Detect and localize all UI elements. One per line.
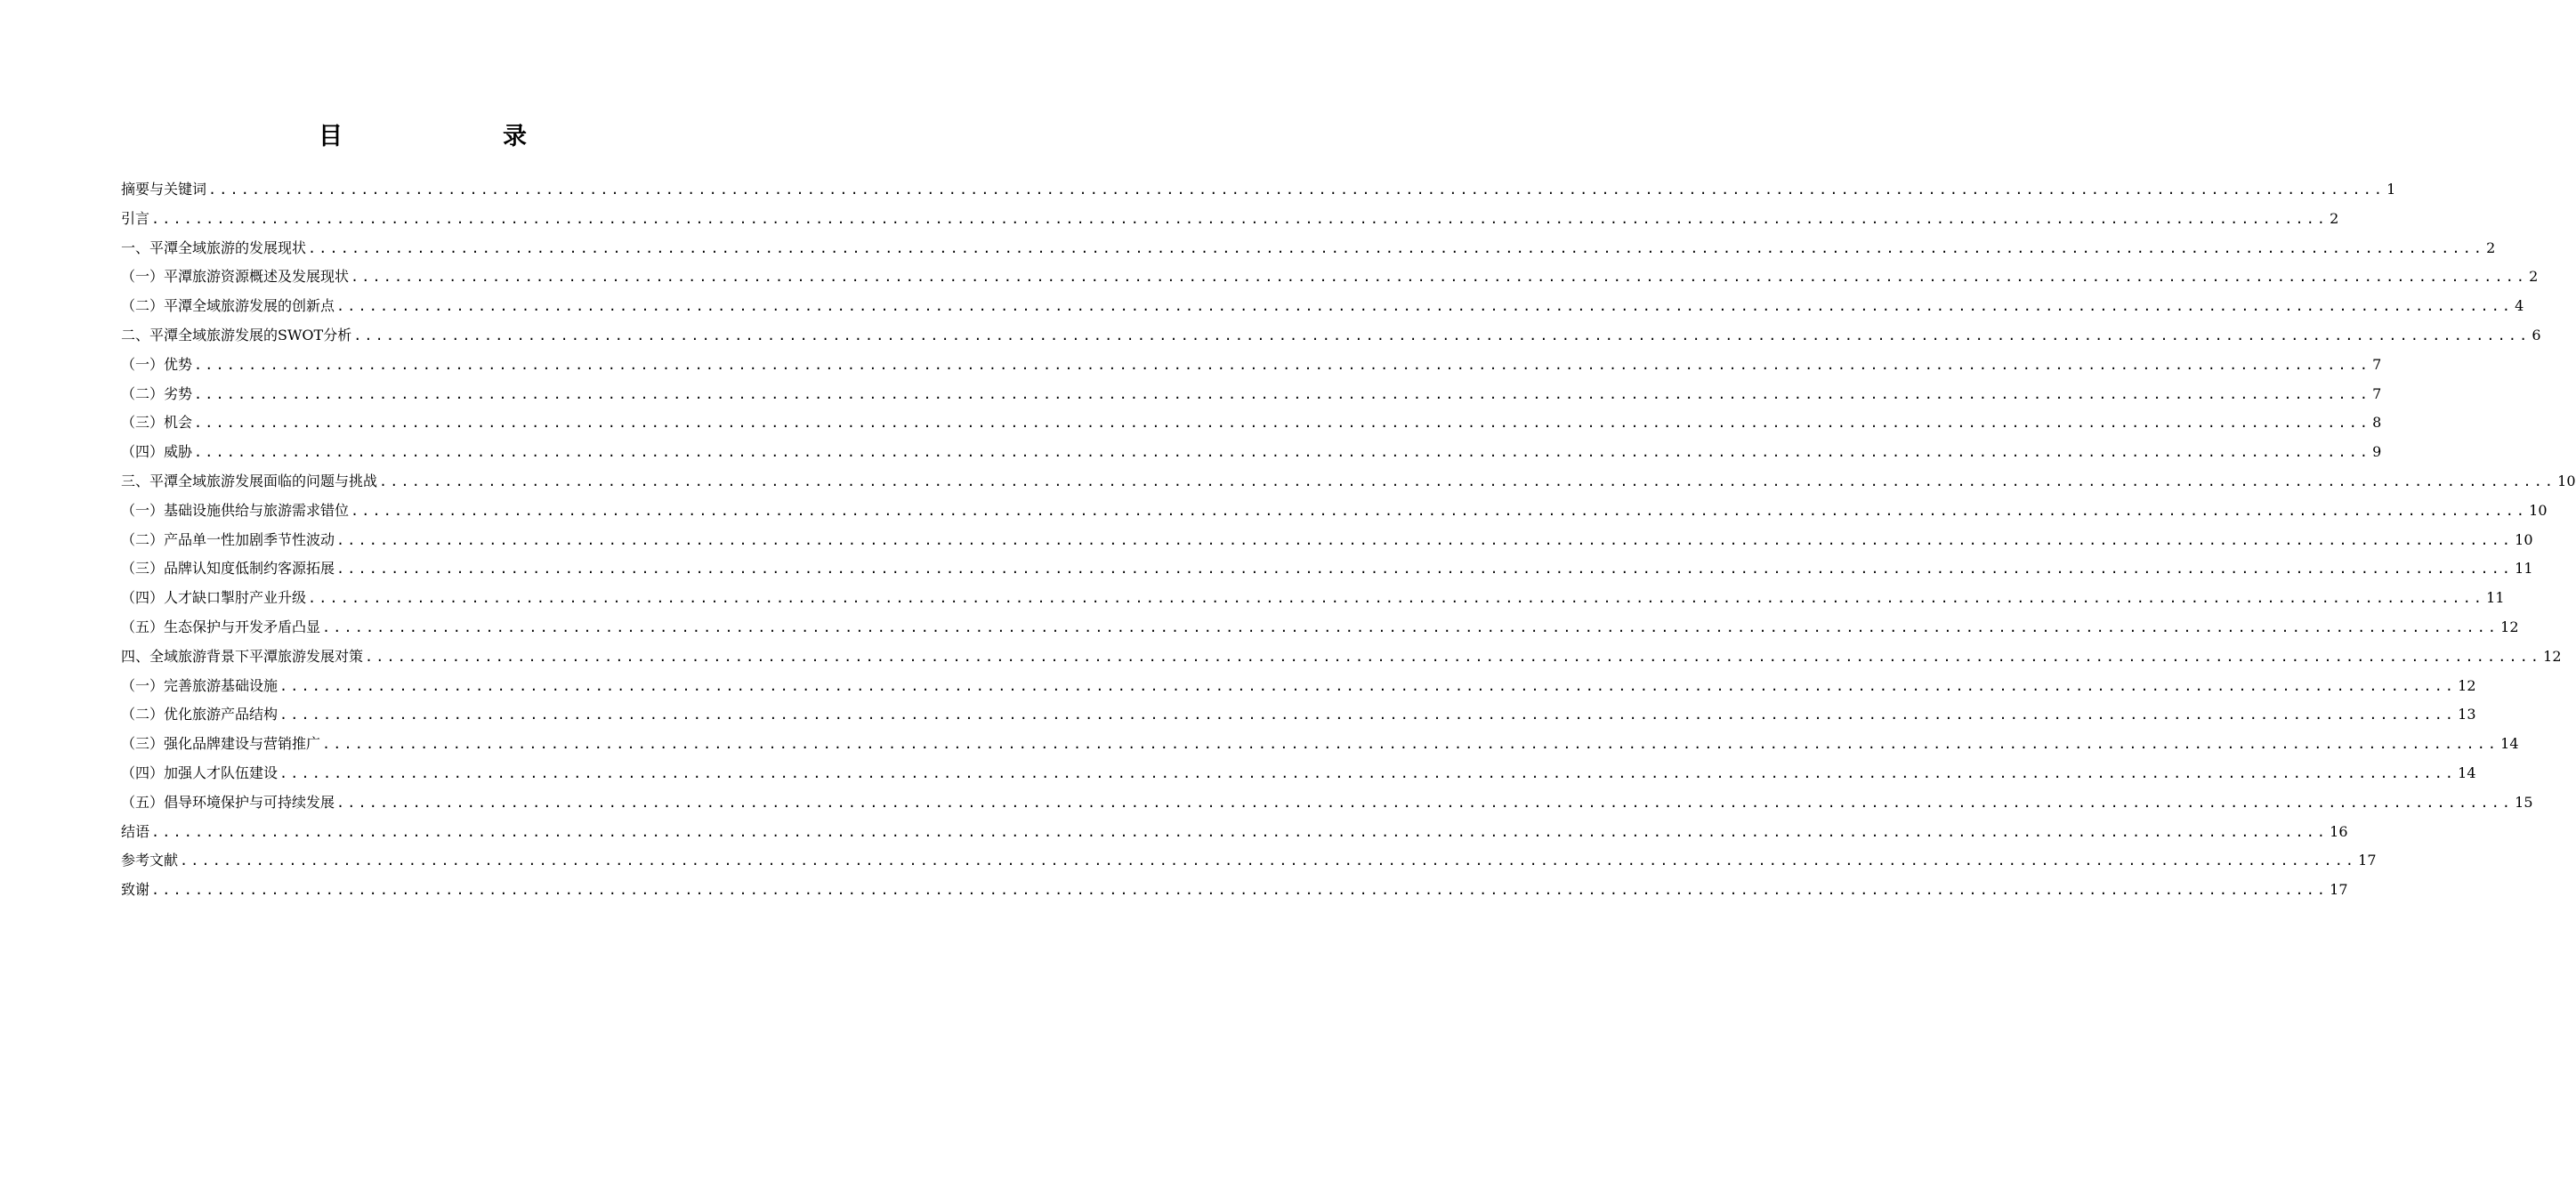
toc-entry — [121, 818, 2348, 847]
toc-entry — [121, 788, 2533, 818]
toc-entry-text: （五）倡导环境保护与可持续发展 — [121, 793, 335, 811]
toc-entry-page-number: 12 — [2458, 676, 2476, 694]
toc-entry-text: （一）完善旅游基础设施 — [121, 676, 279, 694]
toc-entry — [121, 467, 2576, 497]
toc-entry-text: 致谢 — [121, 881, 150, 899]
toc-entry-page-number: 15 — [2515, 793, 2533, 811]
toc-entry — [121, 380, 2382, 409]
toc-entry-text: （四）威胁 — [121, 443, 193, 461]
toc-entry-page-number: 10 — [2515, 530, 2533, 548]
toc-entry-text: （二）优化旅游产品结构 — [121, 706, 279, 723]
toc-entry — [121, 613, 2519, 642]
toc-entry-page-number: 10 — [2557, 472, 2576, 489]
toc-leader-dots: ........................................................................................................................................................................................................ — [353, 327, 2531, 343]
toc-entry-page-number: 2 — [2330, 209, 2339, 227]
toc-leader-dots: ........................................................................................................................................................................................................ — [151, 210, 2329, 227]
toc-entry-text: （一）平潭旅游资源概述及发展现状 — [121, 268, 350, 286]
toc-leader-dots: ........................................................................................................................................................................................................ — [336, 561, 2514, 578]
toc-entry — [121, 408, 2382, 438]
toc-leader-dots: ........................................................................................................................................................................................................ — [180, 853, 2357, 869]
toc-entry-text: （二）平潭全域旅游发展的创新点 — [121, 297, 335, 315]
toc-entry-page-number: 8 — [2372, 414, 2382, 432]
toc-entry — [121, 554, 2533, 584]
toc-list — [121, 175, 2576, 905]
toc-entry — [121, 205, 2339, 234]
toc-entry-text: 引言 — [121, 209, 150, 227]
toc-leader-dots: ........................................................................................................................................................................................................ — [365, 648, 2542, 665]
toc-entry — [121, 759, 2476, 788]
toc-entry-page-number: 11 — [2515, 560, 2533, 578]
toc-entry-text: 一、平潭全域旅游的发展现状 — [121, 238, 307, 256]
toc-leader-dots: ........................................................................................................................................................................................................ — [208, 182, 2386, 198]
toc-entry-text: 结语 — [121, 822, 150, 840]
toc-entry-text: （三）机会 — [121, 414, 193, 432]
toc-entry-text: （二）劣势 — [121, 384, 193, 402]
toc-leader-dots: ........................................................................................................................................................................................................ — [151, 882, 2329, 899]
toc-entry-page-number: 17 — [2358, 852, 2377, 869]
toc-leader-dots: ........................................................................................................................................................................................................ — [336, 531, 2514, 548]
toc-entry — [121, 700, 2476, 730]
toc-leader-dots: ........................................................................................................................................................................................................ — [351, 269, 2528, 286]
toc-leader-dots: ........................................................................................................................................................................................................ — [322, 736, 2499, 753]
toc-entry — [121, 321, 2541, 351]
toc-entry-page-number: 13 — [2458, 706, 2476, 723]
toc-leader-dots: ........................................................................................................................................................................................................ — [308, 239, 2485, 256]
toc-entry-page-number: 2 — [2486, 238, 2496, 256]
toc-leader-dots: ........................................................................................................................................................................................................ — [379, 473, 2556, 489]
toc-entry — [121, 846, 2377, 876]
toc-leader-dots: ........................................................................................................................................................................................................ — [194, 415, 2371, 432]
toc-entry-page-number: 2 — [2529, 268, 2539, 286]
toc-entry — [121, 175, 2396, 205]
toc-entry-page-number: 12 — [2500, 618, 2519, 635]
toc-entry-page-number: 14 — [2500, 735, 2519, 753]
toc-entry-text: （一）基础设施供给与旅游需求错位 — [121, 501, 350, 519]
toc-entry-text: 三、平潭全域旅游发展面临的问题与挑战 — [121, 472, 378, 489]
toc-entry-text: （三）强化品牌建设与营销推广 — [121, 735, 321, 753]
toc-entry — [121, 234, 2496, 263]
toc-entry — [121, 642, 2562, 672]
toc-entry — [121, 351, 2382, 380]
toc-entry — [121, 526, 2533, 555]
toc-leader-dots: ........................................................................................................................................................................................................ — [194, 385, 2371, 402]
toc-entry — [121, 292, 2524, 321]
toc-leader-dots: ........................................................................................................................................................................................................ — [151, 823, 2329, 840]
toc-entry-page-number: 6 — [2532, 326, 2541, 343]
toc-entry-text: 四、全域旅游背景下平潭旅游发展对策 — [121, 647, 364, 665]
toc-entry-text: （三）品牌认知度低制约客源拓展 — [121, 560, 335, 578]
toc-leader-dots: ........................................................................................................................................................................................................ — [336, 794, 2514, 811]
toc-entry-text: 二、平潭全域旅游发展的SWOT分析 — [121, 326, 352, 343]
toc-leader-dots: ........................................................................................................................................................................................................ — [336, 298, 2514, 315]
toc-entry — [121, 584, 2505, 613]
toc-entry-text: （五）生态保护与开发矛盾凸显 — [121, 618, 321, 635]
toc-entry-text: （四）加强人才队伍建设 — [121, 764, 279, 781]
toc-entry — [121, 438, 2382, 467]
toc-entry-page-number: 4 — [2515, 297, 2524, 315]
toc-leader-dots: ........................................................................................................................................................................................................ — [194, 444, 2371, 461]
toc-entry-text: （一）优势 — [121, 355, 193, 373]
toc-entry — [121, 497, 2548, 526]
toc-leader-dots: ........................................................................................................................................................................................................ — [279, 707, 2457, 723]
toc-entry-page-number: 7 — [2372, 384, 2382, 402]
toc-entry-page-number: 17 — [2330, 881, 2348, 899]
toc-entry-page-number: 1 — [2386, 181, 2396, 198]
toc-entry-text: （二）产品单一性加剧季节性波动 — [121, 530, 335, 548]
toc-entry-page-number: 9 — [2372, 443, 2382, 461]
toc-leader-dots: ........................................................................................................................................................................................................ — [194, 356, 2371, 373]
toc-entry-page-number: 10 — [2529, 501, 2548, 519]
toc-entry-page-number: 14 — [2458, 764, 2476, 781]
toc-entry — [121, 263, 2539, 292]
toc-entry — [121, 672, 2476, 701]
toc-entry-text: （四）人才缺口掣肘产业升级 — [121, 589, 307, 607]
toc-leader-dots: ........................................................................................................................................................................................................ — [351, 502, 2528, 519]
toc-leader-dots: ........................................................................................................................................................................................................ — [308, 590, 2485, 607]
toc-entry-text: 参考文献 — [121, 852, 179, 869]
toc-entry — [121, 730, 2519, 759]
toc-entry-page-number: 12 — [2543, 647, 2562, 665]
toc-entry — [121, 876, 2348, 905]
toc-entry-text: 摘要与关键词 — [121, 181, 207, 198]
toc-entry-page-number: 7 — [2372, 355, 2382, 373]
toc-title: 目 录 — [319, 123, 564, 150]
toc-leader-dots: ........................................................................................................................................................................................................ — [322, 618, 2499, 635]
toc-leader-dots: ........................................................................................................................................................................................................ — [279, 764, 2457, 781]
toc-entry-page-number: 11 — [2486, 589, 2505, 607]
toc-leader-dots: ........................................................................................................................................................................................................ — [279, 677, 2457, 694]
toc-entry-page-number: 16 — [2330, 822, 2348, 840]
